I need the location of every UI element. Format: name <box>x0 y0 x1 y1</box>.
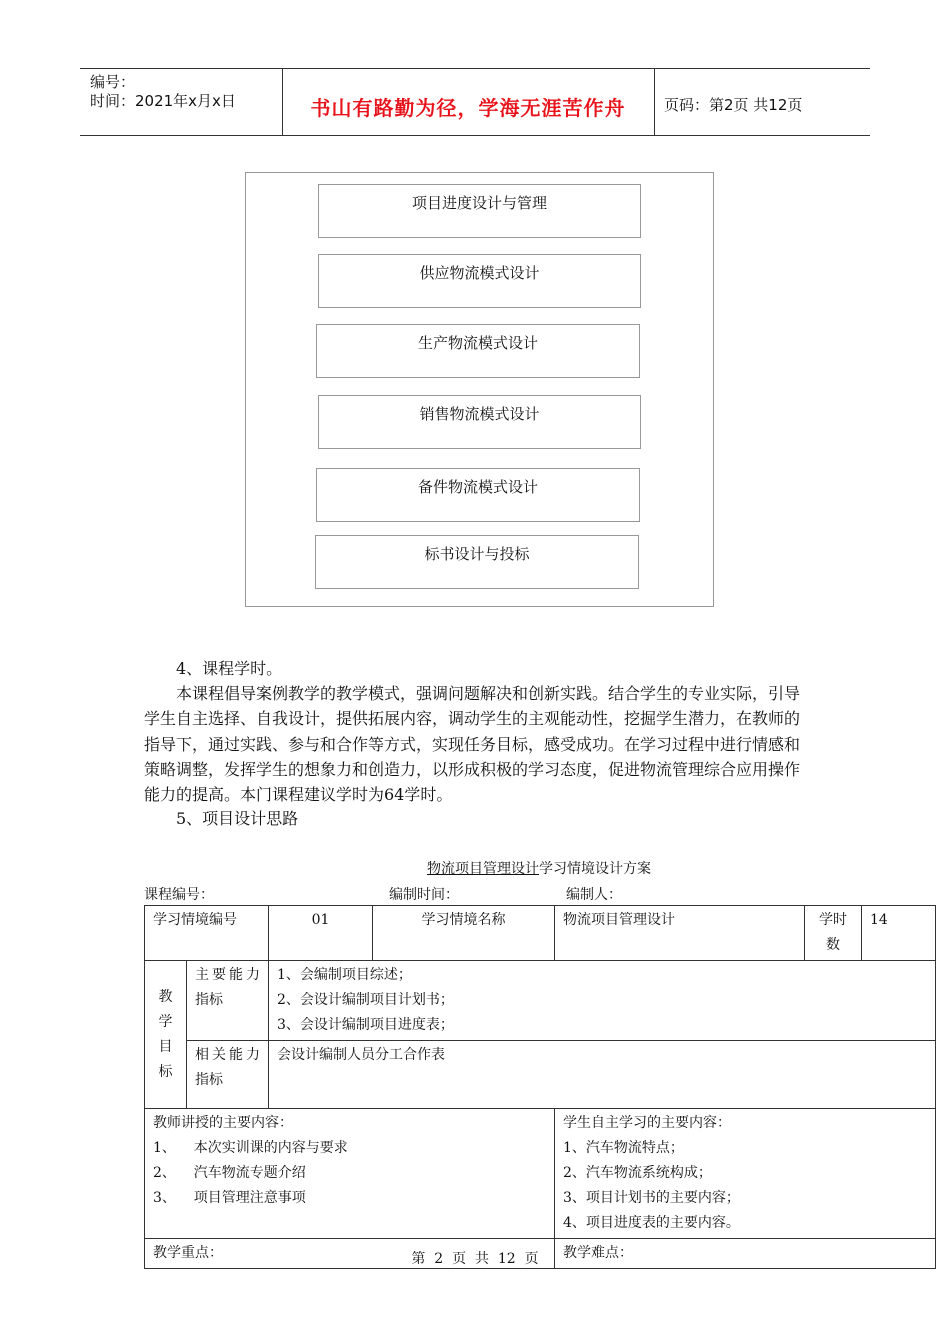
main-ability-items <box>269 961 936 1041</box>
student-content-cell <box>555 1109 936 1239</box>
diagram-box-spare-parts: 备件物流模式设计 <box>316 468 640 522</box>
diagram-box-sales: 销售物流模式设计 <box>318 395 641 449</box>
diagram-box-bidding: 标书设计与投标 <box>315 535 639 589</box>
related-ability-item: 会设计编制人员分工合作表 <box>277 1047 445 1063</box>
situation-plan-table <box>144 905 936 1269</box>
table-row-main-ability <box>145 961 936 1041</box>
situation-no-label: 学习情境编号 <box>145 906 269 961</box>
main-ability-item: 2、会设计编制项目计划书； <box>277 992 454 1008</box>
student-item: 4、项目进度表的主要内容。 <box>563 1215 740 1231</box>
table-title-underlined: 物流项目管理设计 <box>427 861 539 877</box>
compiler-label: 编制人： <box>566 887 622 903</box>
module-diagram <box>245 172 714 607</box>
diagram-box-supply: 供应物流模式设计 <box>318 254 641 308</box>
section4-paragraph: 本课程倡导案例教学的教学模式，强调问题解决和创新实践。结合学生的专业实际，引导学生自主选择、自我设计，提供拓展内容，调动学生的主观能动性，挖掘学生潜力，在教师的指导下，通过实践、参与和合作等方式，实现任务目标，感受成功。在学习过程中进行情感和策略调整，发挥学生的想象力和创造力，以形成积极的学习态度，促进物流管理综合应用操作能力的提高。本门课程建议学时为64学时。 <box>144 684 801 805</box>
header-top-rule <box>80 68 870 69</box>
related-ability-label <box>187 1041 269 1109</box>
teacher-item: 2、 汽车物流专题介绍 <box>153 1165 306 1181</box>
compile-time-label: 编制时间： <box>389 887 459 903</box>
objectives-label <box>145 961 187 1109</box>
teacher-heading: 教师讲授的主要内容： <box>153 1115 293 1131</box>
teacher-item: 1、 本次实训课的内容与要求 <box>153 1140 348 1156</box>
student-item: 3、项目计划书的主要内容； <box>563 1190 740 1206</box>
situation-name-value: 物流项目管理设计 <box>555 906 805 961</box>
section4-heading: 4、课程学时。 <box>176 659 283 678</box>
header-bottom-rule <box>80 135 870 136</box>
main-ability-label-line: 主要能力 <box>195 967 260 983</box>
diagram-box-production: 生产物流模式设计 <box>316 324 640 378</box>
main-ability-label <box>187 961 269 1041</box>
related-ability-label-line: 指标 <box>195 1072 223 1088</box>
header-time-label: 时间：2021年x月x日 <box>90 92 236 110</box>
objectives-char: 目 <box>158 1038 173 1055</box>
teacher-item: 3、 项目管理注意事项 <box>153 1190 306 1206</box>
table-title <box>144 858 934 878</box>
header-page-label: 页码：第2页 共12页 <box>664 96 803 114</box>
main-ability-label-line: 指标 <box>195 992 223 1008</box>
course-no-label: 课程编号： <box>144 887 214 903</box>
student-item: 1、汽车物流特点； <box>563 1140 684 1156</box>
key-points-label: 教学重点： <box>145 1239 555 1269</box>
hours-label: 学时数 <box>805 906 862 961</box>
header-motto: 书山有路勤为径，学海无涯苦作舟 <box>310 96 626 120</box>
objectives-char: 教 <box>158 988 173 1005</box>
student-heading: 学生自主学习的主要内容： <box>563 1115 731 1131</box>
section5-heading: 5、项目设计思路 <box>176 809 299 828</box>
objectives-char: 标 <box>158 1063 173 1080</box>
table-title-rest: 学习情境设计方案 <box>539 861 651 877</box>
header-divider-right <box>654 69 655 135</box>
related-ability-items <box>269 1041 936 1109</box>
main-ability-item: 3、会设计编制项目进度表； <box>277 1017 454 1033</box>
main-ability-item: 1、会编制项目综述； <box>277 967 412 983</box>
diagram-box-schedule: 项目进度设计与管理 <box>318 184 641 238</box>
objectives-char: 学 <box>158 1013 173 1030</box>
situation-no-value: 01 <box>269 906 373 961</box>
related-ability-label-line: 相关能力 <box>195 1047 260 1063</box>
header-divider-left <box>282 69 283 135</box>
table-row-related-ability <box>145 1041 936 1109</box>
student-item: 2、汽车物流系统构成； <box>563 1165 712 1181</box>
table-row-situation <box>145 906 936 961</box>
situation-name-label: 学习情境名称 <box>373 906 555 961</box>
header-number-label: 编号： <box>90 73 136 91</box>
footer-page-number: 第 2 页 共 12 页 <box>411 1251 539 1267</box>
teacher-content-cell <box>145 1109 555 1239</box>
difficulties-label: 教学难点： <box>555 1239 936 1269</box>
table-row-content <box>145 1109 936 1239</box>
hours-value: 14 <box>862 906 936 961</box>
